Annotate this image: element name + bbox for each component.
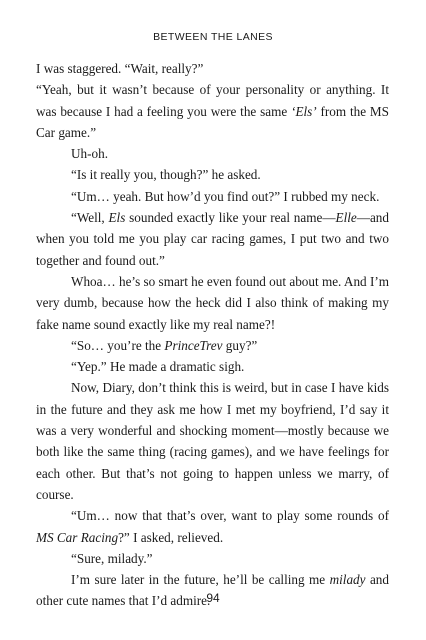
paragraph	[36, 58, 389, 79]
page-number: 94	[206, 591, 220, 605]
italic-text: PrinceTrev	[164, 337, 223, 353]
text-run: “Is it really you, though?” he asked.	[71, 167, 261, 183]
paragraph	[36, 79, 389, 143]
italic-text: Els	[108, 210, 126, 226]
text-run: and other cute names that I’d admire.	[36, 572, 389, 609]
text-run: I’m sure later in the future, he’ll be calling me	[71, 572, 330, 588]
text-run: “Yeah, but it wasn’t because of your personality or anything. It was because I had a feeling you were the same	[36, 82, 389, 119]
paragraph	[36, 335, 389, 356]
text-run: from the MS Car game.”	[36, 103, 389, 140]
text-run: sounded exactly like your real name—	[125, 210, 336, 226]
paragraph	[36, 143, 389, 164]
text-run: Uh-oh.	[71, 146, 108, 162]
italic-text: MS Car Racing	[36, 529, 119, 545]
text-run: “So… you’re the	[71, 337, 165, 353]
paragraph	[36, 207, 389, 271]
text-run: I was staggered. “Wait, really?”	[36, 61, 204, 76]
italic-text: Elle	[335, 210, 357, 226]
text-run: —and when you told me you play car racing games, I put two and two together and found out.”	[36, 210, 389, 268]
paragraph	[36, 271, 389, 335]
paragraph	[36, 548, 389, 569]
text-run: “Um… now that that’s over, want to play some rounds of	[71, 508, 389, 524]
text-run: “Sure, milady.”	[71, 550, 153, 566]
italic-text: milady	[329, 572, 366, 588]
paragraph	[36, 505, 389, 548]
text-run: ?” I asked, relieved.	[118, 529, 224, 545]
running-header: BETWEEN THE LANES	[153, 31, 273, 43]
paragraph	[36, 356, 389, 377]
text-run: Whoa… he’s so smart he even found out about me. And I’m very dumb, because how the heck did I also think of making my fake name sound exactly like my real name?!	[36, 273, 389, 332]
text-run: “Yep.” He made a dramatic sigh.	[71, 359, 245, 375]
text-run: “Well,	[71, 210, 109, 226]
italic-text: ‘Els’	[291, 103, 317, 119]
paragraph	[36, 377, 389, 505]
paragraph	[36, 186, 389, 207]
body-text	[36, 58, 389, 612]
text-run: “Um… yeah. But how’d you find out?” I rubbed my neck.	[71, 188, 380, 204]
text-run: guy?”	[222, 337, 258, 353]
text-run: Now, Diary, don’t think this is weird, but in case I have kids in the future and they ask me how I met my boyfriend, I’d say it was a very wonderful and shocking moment—mostly because we both like the same thing (racing games), and we have feelings for each other. But that’s not going to happen unless we marry, of course.	[36, 380, 389, 502]
paragraph	[36, 164, 389, 185]
